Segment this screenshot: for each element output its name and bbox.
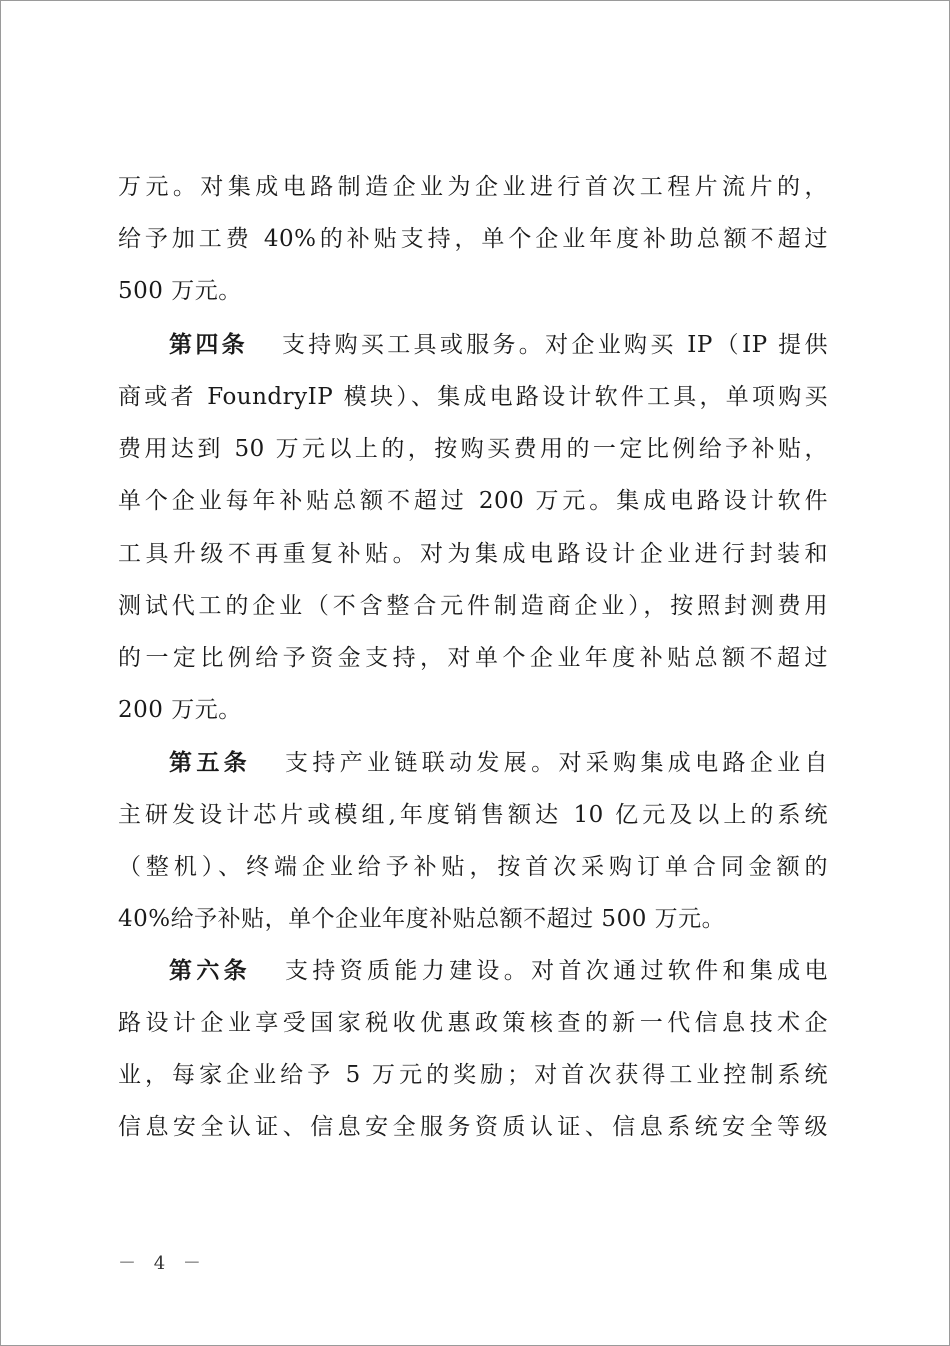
text-line: 商或者 FoundryIP 模块）、集成电路设计软件工具，单项购买 bbox=[118, 384, 828, 410]
text-line: （整机）、终端企业给予补贴，按首次采购订单合同金额的 bbox=[118, 854, 828, 880]
article-5-first-line bbox=[169, 743, 828, 783]
page-number: － 4 － bbox=[118, 1253, 207, 1274]
article-heading: 第五条 bbox=[169, 750, 252, 776]
text-line: 路设计企业享受国家税收优惠政策核查的新一代信息技术企 bbox=[118, 1010, 828, 1036]
text-line: 给予加工费 40%的补贴支持，单个企业年度补助总额不超过 bbox=[118, 226, 828, 252]
article-6-first-line bbox=[169, 951, 828, 991]
text-line: 40%给予补贴，单个企业年度补贴总额不超过 500 万元。 bbox=[118, 906, 726, 932]
text-line: 信息安全认证、信息安全服务资质认证、信息系统安全等级 bbox=[118, 1114, 828, 1140]
text-line: 单个企业每年补贴总额不超过 200 万元。集成电路设计软件 bbox=[118, 488, 828, 514]
text-line: 测试代工的企业（不含整合元件制造商企业），按照封测费用 bbox=[118, 593, 828, 619]
text-line: 500 万元。 bbox=[118, 278, 242, 304]
text-line: 支持购买工具或服务。对企业购买 IP（IP 提供 bbox=[281, 332, 829, 358]
text-line: 的一定比例给予资金支持，对单个企业年度补贴总额不超过 bbox=[118, 645, 828, 671]
text-line: 支持资质能力建设。对首次通过软件和集成电 bbox=[285, 958, 829, 984]
text-line: 主研发设计芯片或模组,年度销售额达 10 亿元及以上的系统 bbox=[118, 802, 828, 828]
article-4-first-line bbox=[169, 325, 828, 365]
text-line: 工具升级不再重复补贴。对为集成电路设计企业进行封装和 bbox=[118, 541, 828, 567]
text-line: 费用达到 50 万元以上的，按购买费用的一定比例给予补贴， bbox=[118, 436, 828, 462]
text-line: 200 万元。 bbox=[118, 697, 242, 723]
article-heading: 第六条 bbox=[169, 958, 252, 984]
text-line: 支持产业链联动发展。对采购集成电路企业自 bbox=[285, 750, 829, 776]
text-line: 万元。对集成电路制造企业为企业进行首次工程片流片的， bbox=[118, 174, 828, 200]
article-heading: 第四条 bbox=[169, 332, 248, 358]
text-line: 业，每家企业给予 5 万元的奖励；对首次获得工业控制系统 bbox=[118, 1062, 828, 1088]
